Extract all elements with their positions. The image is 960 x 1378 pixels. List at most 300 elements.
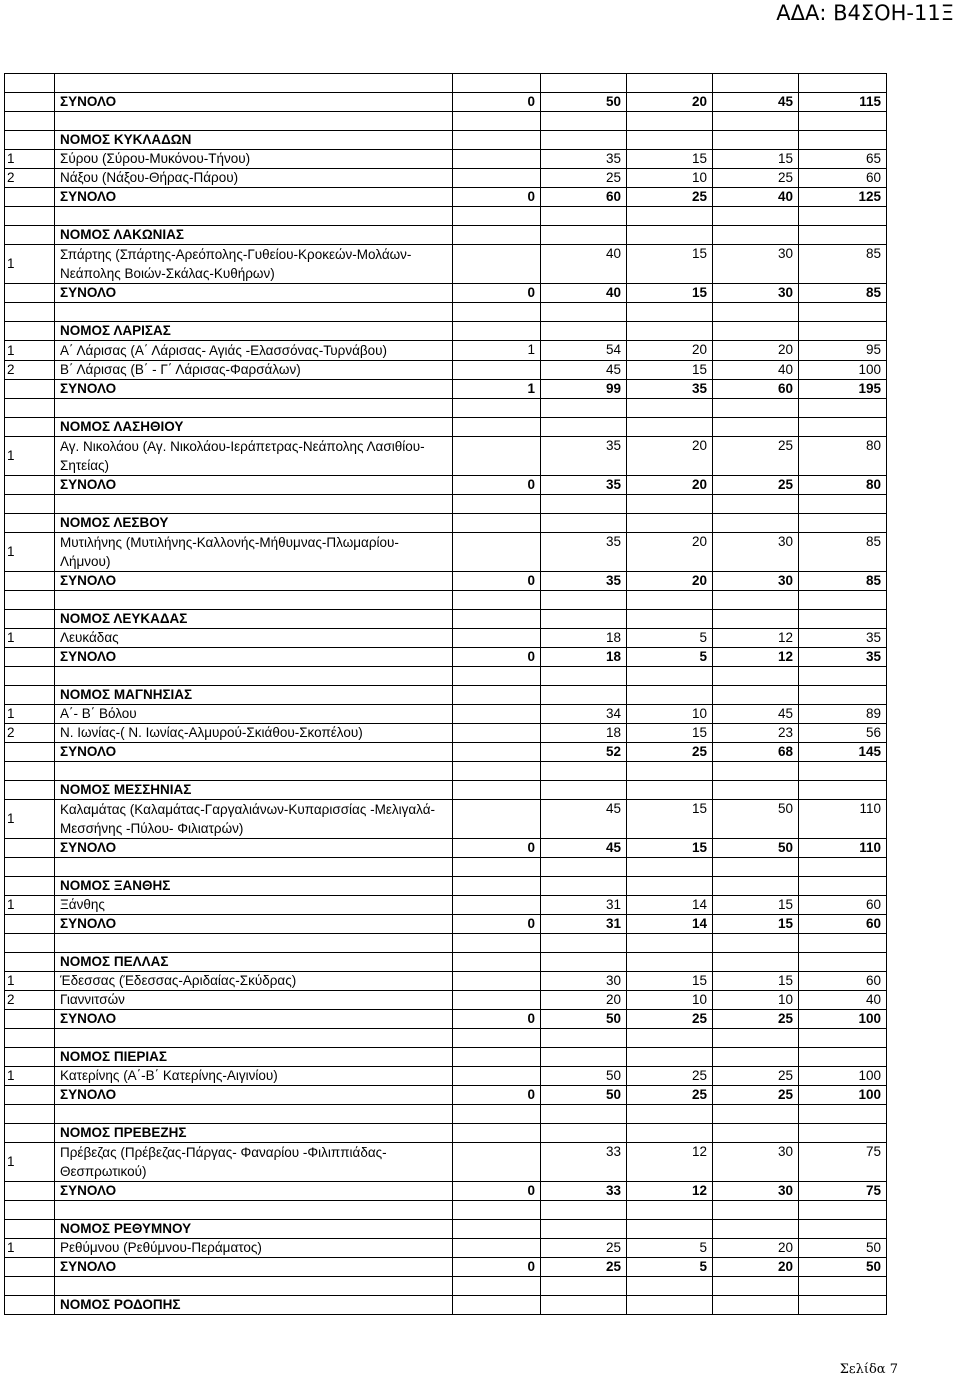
no-cell [5, 322, 55, 341]
blank-cell [627, 1277, 713, 1296]
blank-cell [541, 207, 627, 226]
value-b: 18 [541, 724, 627, 743]
total-value-b: 60 [541, 188, 627, 207]
no-cell [5, 226, 55, 245]
total-value-a: 0 [453, 1010, 541, 1029]
blank-cell [799, 1277, 887, 1296]
district-name: Γιαννιτσών [55, 991, 453, 1010]
total-value-a: 0 [453, 188, 541, 207]
total-value-e: 195 [799, 380, 887, 399]
prefecture-name: ΝΟΜΟΣ ΠΡΕΒΕΖΗΣ [55, 1124, 453, 1143]
blank-row [5, 591, 887, 610]
value-cell [541, 1048, 627, 1067]
value-cell [541, 781, 627, 800]
value-cell [713, 686, 799, 705]
value-c: 5 [627, 1239, 713, 1258]
row-number: 1 [5, 437, 55, 476]
prefecture-name: ΝΟΜΟΣ ΡΕΘΥΜΝΟΥ [55, 1220, 453, 1239]
value-cell [713, 953, 799, 972]
total-row [5, 1182, 887, 1201]
blank-cell [5, 1029, 55, 1048]
value-a [453, 150, 541, 169]
total-value-c: 15 [627, 839, 713, 858]
prefecture-name: ΝΟΜΟΣ ΛΑΡΙΣΑΣ [55, 322, 453, 341]
total-value-b: 40 [541, 284, 627, 303]
row-number: 1 [5, 705, 55, 724]
value-c: 15 [627, 361, 713, 380]
ada-code: ΑΔΑ: Β4ΣΟΗ-11Ξ [776, 1, 954, 25]
value-c: 10 [627, 991, 713, 1010]
district-name: Έδεσσας (Έδεσσας-Αριδαίας-Σκύδρας) [55, 972, 453, 991]
no-cell [5, 1258, 55, 1277]
no-cell [5, 131, 55, 150]
value-c: 25 [627, 1067, 713, 1086]
value-b: 34 [541, 705, 627, 724]
blank-cell [713, 399, 799, 418]
total-value-c: 20 [627, 476, 713, 495]
blank-cell [713, 667, 799, 686]
blank-cell [5, 495, 55, 514]
no-cell [5, 572, 55, 591]
blank-cell [799, 1105, 887, 1124]
district-name: Νάξου (Νάξου-Θήρας-Πάρου) [55, 169, 453, 188]
prefecture-header-row [5, 1220, 887, 1239]
total-value-d: 60 [713, 380, 799, 399]
blank-row [5, 1029, 887, 1048]
blank-cell [713, 591, 799, 610]
district-row [5, 800, 887, 839]
blank-cell [713, 934, 799, 953]
blank-cell [799, 1029, 887, 1048]
total-value-c: 25 [627, 743, 713, 762]
total-row [5, 743, 887, 762]
value-b: 40 [541, 245, 627, 284]
value-b: 33 [541, 1143, 627, 1182]
blank-cell [627, 74, 713, 93]
district-row [5, 361, 887, 380]
total-value-c: 20 [627, 93, 713, 112]
value-cell [627, 1296, 713, 1315]
value-cell [627, 418, 713, 437]
total-value-c: 15 [627, 284, 713, 303]
value-d: 15 [713, 972, 799, 991]
value-b: 35 [541, 150, 627, 169]
district-name: Αγ. Νικολάου (Αγ. Νικολάου-Ιεράπετρας-Νεάπολης Λασιθίου-Σητείας) [55, 437, 453, 476]
value-cell [627, 953, 713, 972]
blank-row [5, 1105, 887, 1124]
blank-cell [55, 74, 453, 93]
blank-cell [799, 934, 887, 953]
no-cell [5, 839, 55, 858]
blank-cell [799, 858, 887, 877]
value-a [453, 800, 541, 839]
total-value-b: 18 [541, 648, 627, 667]
total-value-b: 33 [541, 1182, 627, 1201]
value-e: 56 [799, 724, 887, 743]
total-value-e: 85 [799, 284, 887, 303]
blank-cell [541, 858, 627, 877]
value-b: 50 [541, 1067, 627, 1086]
value-d: 30 [713, 245, 799, 284]
total-value-e: 125 [799, 188, 887, 207]
total-value-b: 35 [541, 476, 627, 495]
value-e: 95 [799, 341, 887, 361]
blank-cell [453, 1105, 541, 1124]
blank-cell [5, 591, 55, 610]
value-d: 20 [713, 1239, 799, 1258]
total-row [5, 839, 887, 858]
blank-row [5, 762, 887, 781]
blank-cell [453, 74, 541, 93]
blank-cell [627, 495, 713, 514]
total-value-a: 0 [453, 915, 541, 934]
blank-cell [453, 495, 541, 514]
blank-cell [5, 858, 55, 877]
total-value-a: 0 [453, 476, 541, 495]
row-number: 1 [5, 1143, 55, 1182]
prefecture-header-row [5, 322, 887, 341]
district-row [5, 991, 887, 1010]
value-cell [453, 686, 541, 705]
blank-cell [453, 858, 541, 877]
blank-cell [541, 591, 627, 610]
total-value-b: 50 [541, 93, 627, 112]
no-cell [5, 953, 55, 972]
total-value-d: 20 [713, 1258, 799, 1277]
value-c: 20 [627, 341, 713, 361]
total-value-a: 0 [453, 1086, 541, 1105]
total-label: ΣΥΝΟΛΟ [55, 93, 453, 112]
total-value-c: 35 [627, 380, 713, 399]
blank-cell [627, 667, 713, 686]
blank-cell [799, 1201, 887, 1220]
total-value-c: 20 [627, 572, 713, 591]
blank-cell [799, 667, 887, 686]
total-value-c: 25 [627, 188, 713, 207]
row-number: 2 [5, 724, 55, 743]
value-b: 54 [541, 341, 627, 361]
blank-cell [713, 303, 799, 322]
value-cell [713, 418, 799, 437]
value-cell [799, 514, 887, 533]
no-cell [5, 284, 55, 303]
value-cell [453, 418, 541, 437]
district-row [5, 1239, 887, 1258]
blank-cell [799, 74, 887, 93]
value-b: 45 [541, 800, 627, 839]
blank-cell [55, 1277, 453, 1296]
total-value-b: 50 [541, 1086, 627, 1105]
value-cell [453, 877, 541, 896]
blank-cell [541, 1105, 627, 1124]
value-cell [799, 1124, 887, 1143]
no-cell [5, 476, 55, 495]
value-cell [627, 1220, 713, 1239]
blank-cell [453, 112, 541, 131]
value-e: 110 [799, 800, 887, 839]
value-cell [541, 131, 627, 150]
value-cell [799, 953, 887, 972]
total-label: ΣΥΝΟΛΟ [55, 743, 453, 762]
value-b: 35 [541, 533, 627, 572]
no-cell [5, 380, 55, 399]
prefecture-header-row [5, 226, 887, 245]
value-a [453, 1143, 541, 1182]
total-value-d: 25 [713, 1010, 799, 1029]
blank-cell [541, 74, 627, 93]
blank-cell [627, 934, 713, 953]
value-cell [453, 1296, 541, 1315]
total-label: ΣΥΝΟΛΟ [55, 284, 453, 303]
value-cell [453, 322, 541, 341]
blank-cell [453, 1277, 541, 1296]
value-a [453, 361, 541, 380]
total-value-d: 30 [713, 1182, 799, 1201]
total-value-c: 5 [627, 1258, 713, 1277]
blank-cell [541, 1029, 627, 1048]
value-b: 35 [541, 437, 627, 476]
row-number: 1 [5, 150, 55, 169]
value-e: 85 [799, 245, 887, 284]
value-b: 20 [541, 991, 627, 1010]
blank-cell [627, 207, 713, 226]
total-row [5, 1010, 887, 1029]
blank-cell [5, 1277, 55, 1296]
blank-cell [799, 495, 887, 514]
district-row [5, 629, 887, 648]
total-value-a: 0 [453, 1182, 541, 1201]
blank-cell [713, 74, 799, 93]
value-cell [799, 877, 887, 896]
total-value-e: 75 [799, 1182, 887, 1201]
district-name: Σύρου (Σύρου-Μυκόνου-Τήνου) [55, 150, 453, 169]
blank-cell [627, 1201, 713, 1220]
no-cell [5, 1086, 55, 1105]
value-e: 60 [799, 896, 887, 915]
blank-row [5, 399, 887, 418]
total-row [5, 284, 887, 303]
blank-cell [453, 1201, 541, 1220]
value-d: 12 [713, 629, 799, 648]
district-row [5, 245, 887, 284]
value-a [453, 972, 541, 991]
total-value-d: 30 [713, 284, 799, 303]
total-value-b: 50 [541, 1010, 627, 1029]
row-number: 2 [5, 169, 55, 188]
no-cell [5, 686, 55, 705]
district-name: Μυτιλήνης (Μυτιλήνης-Καλλονής-Μήθυμνας-Πλωμαρίου-Λήμνου) [55, 533, 453, 572]
blank-cell [541, 934, 627, 953]
blank-cell [5, 399, 55, 418]
value-d: 50 [713, 800, 799, 839]
value-c: 15 [627, 800, 713, 839]
value-e: 35 [799, 629, 887, 648]
blank-row [5, 207, 887, 226]
district-row [5, 533, 887, 572]
value-cell [453, 610, 541, 629]
prefecture-name: ΝΟΜΟΣ ΜΑΓΝΗΣΙΑΣ [55, 686, 453, 705]
value-cell [627, 322, 713, 341]
blank-cell [5, 303, 55, 322]
district-name: Πρέβεζας (Πρέβεζας-Πάργας- Φαναρίου -Φιλιππιάδας-Θεσπρωτικού) [55, 1143, 453, 1182]
value-e: 89 [799, 705, 887, 724]
value-cell [799, 1048, 887, 1067]
blank-cell [55, 591, 453, 610]
total-value-a: 0 [453, 1258, 541, 1277]
prefecture-header-row [5, 610, 887, 629]
no-cell [5, 1124, 55, 1143]
total-value-a: 1 [453, 380, 541, 399]
value-cell [541, 226, 627, 245]
no-cell [5, 93, 55, 112]
total-row [5, 915, 887, 934]
value-c: 15 [627, 972, 713, 991]
value-cell [713, 1124, 799, 1143]
district-row [5, 1143, 887, 1182]
blank-cell [5, 112, 55, 131]
value-c: 20 [627, 437, 713, 476]
value-cell [799, 686, 887, 705]
total-value-d: 40 [713, 188, 799, 207]
total-value-e: 115 [799, 93, 887, 112]
row-number: 1 [5, 1239, 55, 1258]
prefecture-name: ΝΟΜΟΣ ΛΕΥΚΑΔΑΣ [55, 610, 453, 629]
prefecture-name: ΝΟΜΟΣ ΚΥΚΛΑΔΩΝ [55, 131, 453, 150]
prefecture-header-row [5, 953, 887, 972]
value-cell [713, 131, 799, 150]
total-label: ΣΥΝΟΛΟ [55, 1258, 453, 1277]
blank-cell [55, 207, 453, 226]
district-name: Α΄ Λάρισας (Α΄ Λάρισας- Αγιάς -Ελασσόνας-Τυρνάβου) [55, 341, 453, 361]
total-value-d: 50 [713, 839, 799, 858]
district-name: Καλαμάτας (Καλαμάτας-Γαργαλιάνων-Κυπαρισσίας -Μελιγαλά-Μεσσήνης -Πύλου- Φιλιατρών) [55, 800, 453, 839]
value-cell [453, 131, 541, 150]
total-value-d: 25 [713, 1086, 799, 1105]
total-value-b: 31 [541, 915, 627, 934]
blank-cell [55, 858, 453, 877]
value-d: 10 [713, 991, 799, 1010]
blank-cell [453, 934, 541, 953]
blank-cell [799, 112, 887, 131]
value-d: 25 [713, 437, 799, 476]
total-row [5, 380, 887, 399]
prefecture-header-row [5, 1124, 887, 1143]
total-row [5, 476, 887, 495]
value-c: 15 [627, 724, 713, 743]
total-row [5, 572, 887, 591]
district-row [5, 1067, 887, 1086]
blank-row [5, 667, 887, 686]
blank-cell [5, 74, 55, 93]
value-c: 14 [627, 896, 713, 915]
value-cell [627, 610, 713, 629]
value-e: 80 [799, 437, 887, 476]
total-value-e: 145 [799, 743, 887, 762]
blank-cell [627, 858, 713, 877]
district-name: Ξάνθης [55, 896, 453, 915]
total-value-e: 35 [799, 648, 887, 667]
blank-cell [5, 207, 55, 226]
value-cell [713, 1296, 799, 1315]
value-cell [541, 322, 627, 341]
total-value-d: 25 [713, 476, 799, 495]
no-cell [5, 915, 55, 934]
row-number: 2 [5, 991, 55, 1010]
blank-cell [55, 1201, 453, 1220]
blank-cell [627, 303, 713, 322]
value-b: 18 [541, 629, 627, 648]
blank-cell [799, 762, 887, 781]
value-cell [799, 781, 887, 800]
value-e: 75 [799, 1143, 887, 1182]
value-d: 30 [713, 533, 799, 572]
district-row [5, 705, 887, 724]
value-cell [713, 226, 799, 245]
total-row [5, 1258, 887, 1277]
total-value-c: 25 [627, 1086, 713, 1105]
prefecture-name: ΝΟΜΟΣ ΠΕΛΛΑΣ [55, 953, 453, 972]
no-cell [5, 514, 55, 533]
value-cell [541, 1296, 627, 1315]
district-name: Β΄ Λάρισας (Β΄ - Γ΄ Λάρισας-Φαρσάλων) [55, 361, 453, 380]
blank-cell [55, 1029, 453, 1048]
district-row [5, 341, 887, 361]
total-value-c: 14 [627, 915, 713, 934]
total-value-c: 25 [627, 1010, 713, 1029]
blank-row [5, 495, 887, 514]
value-cell [799, 226, 887, 245]
no-cell [5, 1010, 55, 1029]
blank-cell [627, 1105, 713, 1124]
value-cell [453, 1048, 541, 1067]
value-a [453, 533, 541, 572]
value-cell [541, 1220, 627, 1239]
value-cell [541, 418, 627, 437]
district-row [5, 896, 887, 915]
total-row [5, 93, 887, 112]
blank-cell [55, 1105, 453, 1124]
blank-row [5, 1277, 887, 1296]
no-cell [5, 648, 55, 667]
blank-cell [541, 495, 627, 514]
value-c: 10 [627, 169, 713, 188]
total-value-b: 99 [541, 380, 627, 399]
value-cell [541, 686, 627, 705]
value-c: 12 [627, 1143, 713, 1182]
prefecture-header-row [5, 1048, 887, 1067]
value-cell [713, 1220, 799, 1239]
blank-cell [713, 762, 799, 781]
total-value-d: 45 [713, 93, 799, 112]
value-a [453, 1067, 541, 1086]
value-cell [799, 131, 887, 150]
total-value-d: 15 [713, 915, 799, 934]
value-d: 30 [713, 1143, 799, 1182]
prefecture-name: ΝΟΜΟΣ ΜΕΣΣΗΝΙΑΣ [55, 781, 453, 800]
blank-cell [799, 303, 887, 322]
row-number: 1 [5, 896, 55, 915]
no-cell [5, 1182, 55, 1201]
row-number: 1 [5, 1067, 55, 1086]
value-cell [799, 418, 887, 437]
prefecture-name: ΝΟΜΟΣ ΞΑΝΘΗΣ [55, 877, 453, 896]
value-a [453, 896, 541, 915]
blank-row [5, 858, 887, 877]
value-cell [541, 610, 627, 629]
total-value-d: 12 [713, 648, 799, 667]
value-cell [799, 1220, 887, 1239]
value-cell [799, 610, 887, 629]
